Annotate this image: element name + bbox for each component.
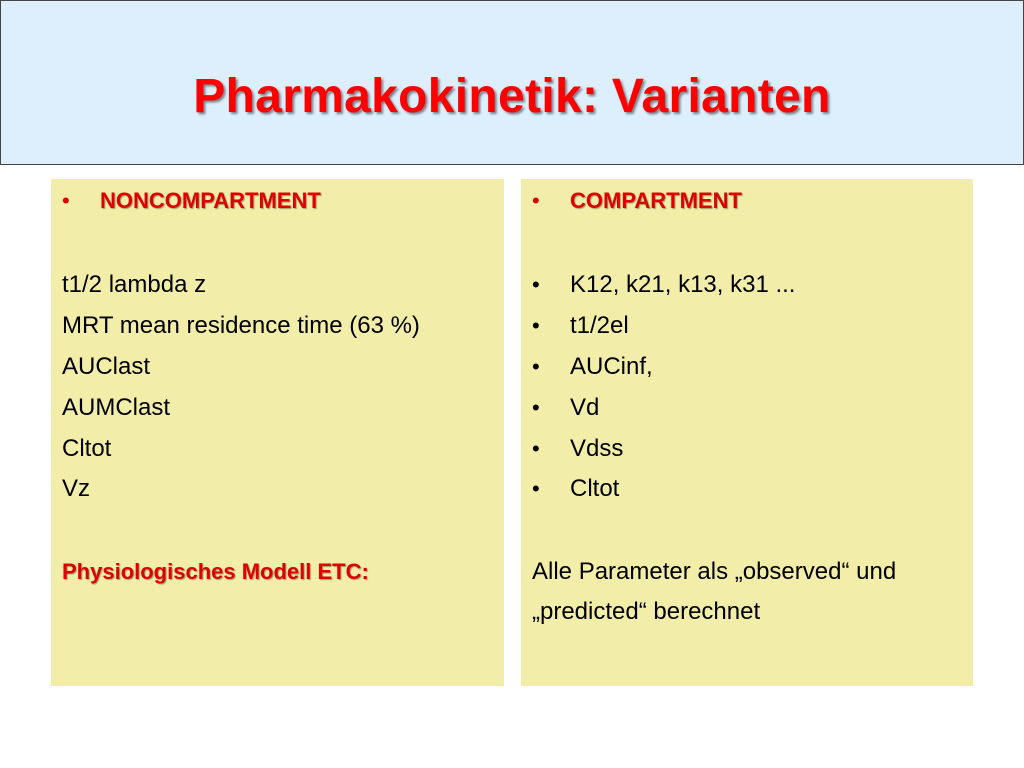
compartment-item <box>532 435 623 463</box>
bullet-icon: • <box>532 272 540 297</box>
noncompartment-item: Cltot <box>62 435 112 462</box>
compartment-item-label: Vd <box>570 394 600 421</box>
bullet-icon: • <box>62 188 70 213</box>
compartment-item <box>532 475 619 503</box>
compartment-item-label: K12, k21, k13, k31 ... <box>570 271 796 298</box>
compartment-heading-row <box>532 187 742 215</box>
compartment-item <box>532 394 599 422</box>
noncompartment-heading: NONCOMPARTMENT <box>100 188 321 213</box>
compartment-item <box>532 312 629 340</box>
bullet-icon: • <box>532 354 540 379</box>
compartment-item-label: Vdss <box>570 435 624 462</box>
bullet-icon: • <box>532 313 540 338</box>
compartment-item <box>532 271 795 299</box>
noncompartment-item: Vz <box>62 475 91 502</box>
compartment-item-label: t1/2el <box>570 312 629 339</box>
compartment-item-label: Cltot <box>570 475 620 502</box>
bullet-icon: • <box>532 476 540 501</box>
compartment-panel <box>521 179 973 686</box>
compartment-note-line: „predicted“ berechnet <box>532 598 761 625</box>
noncompartment-heading-row <box>62 187 321 215</box>
bullet-icon: • <box>532 436 540 461</box>
bullet-icon: • <box>532 395 540 420</box>
physiological-model-note: Physiologisches Modell ETC: <box>62 559 369 584</box>
noncompartment-item: t1/2 lambda z <box>62 271 207 298</box>
slide-title: Pharmakokinetik: Varianten <box>193 70 831 123</box>
noncompartment-item: MRT mean residence time (63 %) <box>62 312 420 339</box>
noncompartment-item: AUMClast <box>62 394 171 421</box>
compartment-item <box>532 353 653 381</box>
compartment-item-label: AUCinf, <box>570 353 653 380</box>
bullet-icon: • <box>532 188 540 213</box>
noncompartment-panel <box>51 179 504 686</box>
compartment-note-line: Alle Parameter als „observed“ und <box>532 558 897 585</box>
compartment-heading: COMPARTMENT <box>570 188 742 213</box>
noncompartment-item: AUClast <box>62 353 151 380</box>
title-banner <box>0 0 1024 165</box>
